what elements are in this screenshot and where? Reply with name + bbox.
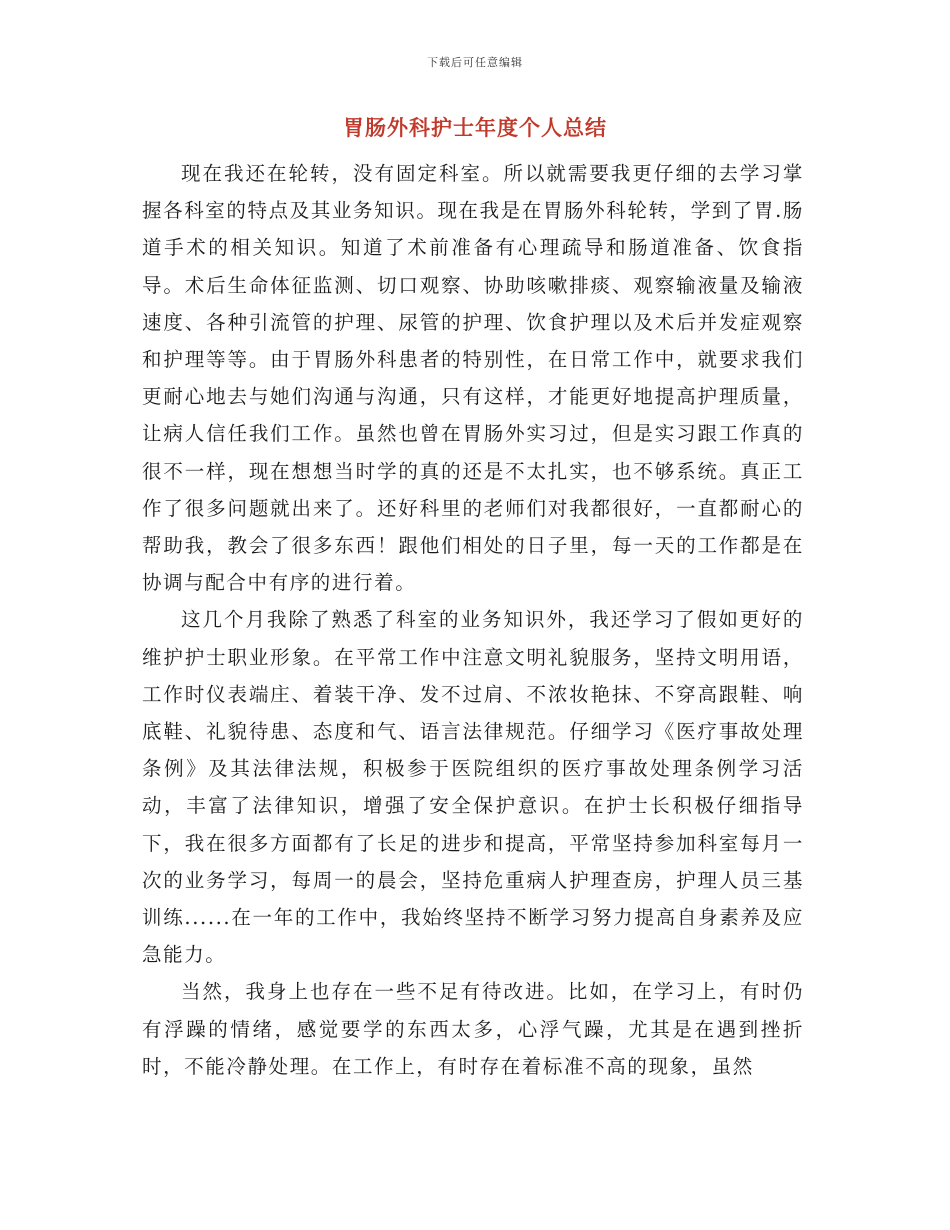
paragraph-1: 现在我还在轮转，没有固定科室。所以就需要我更仔细的去学习掌握各科室的特点及其业务知识。现在我是在胃肠外科轮转，学到了胃.肠道手术的相关知识。知道了术前准备有心理疏导和肠道准备、饮食指导。术后生命体征监测、切口观察、协助咳嗽排痰、观察输液量及输液速度、各种引流管的护理、尿管的护理、饮食护理以及术后并发症观察和护理等等。由于胃肠外科患者的特别性，在日常工作中，就要求我们更耐心地去与她们沟通与沟通，只有这样，才能更好地提高护理质量，让病人信任我们工作。虽然也曾在胃肠外实习过，但是实习跟工作真的很不一样，现在想想当时学的真的还是不太扎实，也不够系统。真正工作了很多问题就出来了。还好科里的老师们对我都很好，一直都耐心的帮助我，教会了很多东西！跟他们相处的日子里，每一天的工作都是在协调与配合中有序的进行着。 [142, 162, 804, 595]
paragraph-3: 当然，我身上也存在一些不足有待改进。比如，在学习上，有时仍有浮躁的情绪，感觉要学的东西太多，心浮气躁，尤其是在遇到挫折时，不能冷静处理。在工作上，有时存在着标准不高的现象，虽然 [142, 980, 804, 1078]
header-note: 下载后可任意编辑 [427, 56, 523, 69]
paragraph-2: 这几个月我除了熟悉了科室的业务知识外，我还学习了假如更好的维护护士职业形象。在平常工作中注意文明礼貌服务，坚持文明用语，工作时仪表端庄、着装干净、发不过肩、不浓妆艳抹、不穿高跟鞋、响底鞋、礼貌待患、态度和气、语言法律规范。仔细学习《医疗事故处理条例》及其法律法规，积极参于医院组织的医疗事故处理条例学习活动，丰富了法律知识，增强了安全保护意识。在护士长积极仔细指导下，我在很多方面都有了长足的进步和提高，平常坚持参加科室每月一次的业务学习，每周一的晨会，坚持危重病人护理查房，护理人员三基训练......在一年的工作中，我始终坚持不断学习努力提高自身素养及应急能力。 [142, 608, 804, 967]
document-body [142, 155, 804, 1085]
document-title: 胃肠外科护士年度个人总结 [343, 115, 607, 140]
